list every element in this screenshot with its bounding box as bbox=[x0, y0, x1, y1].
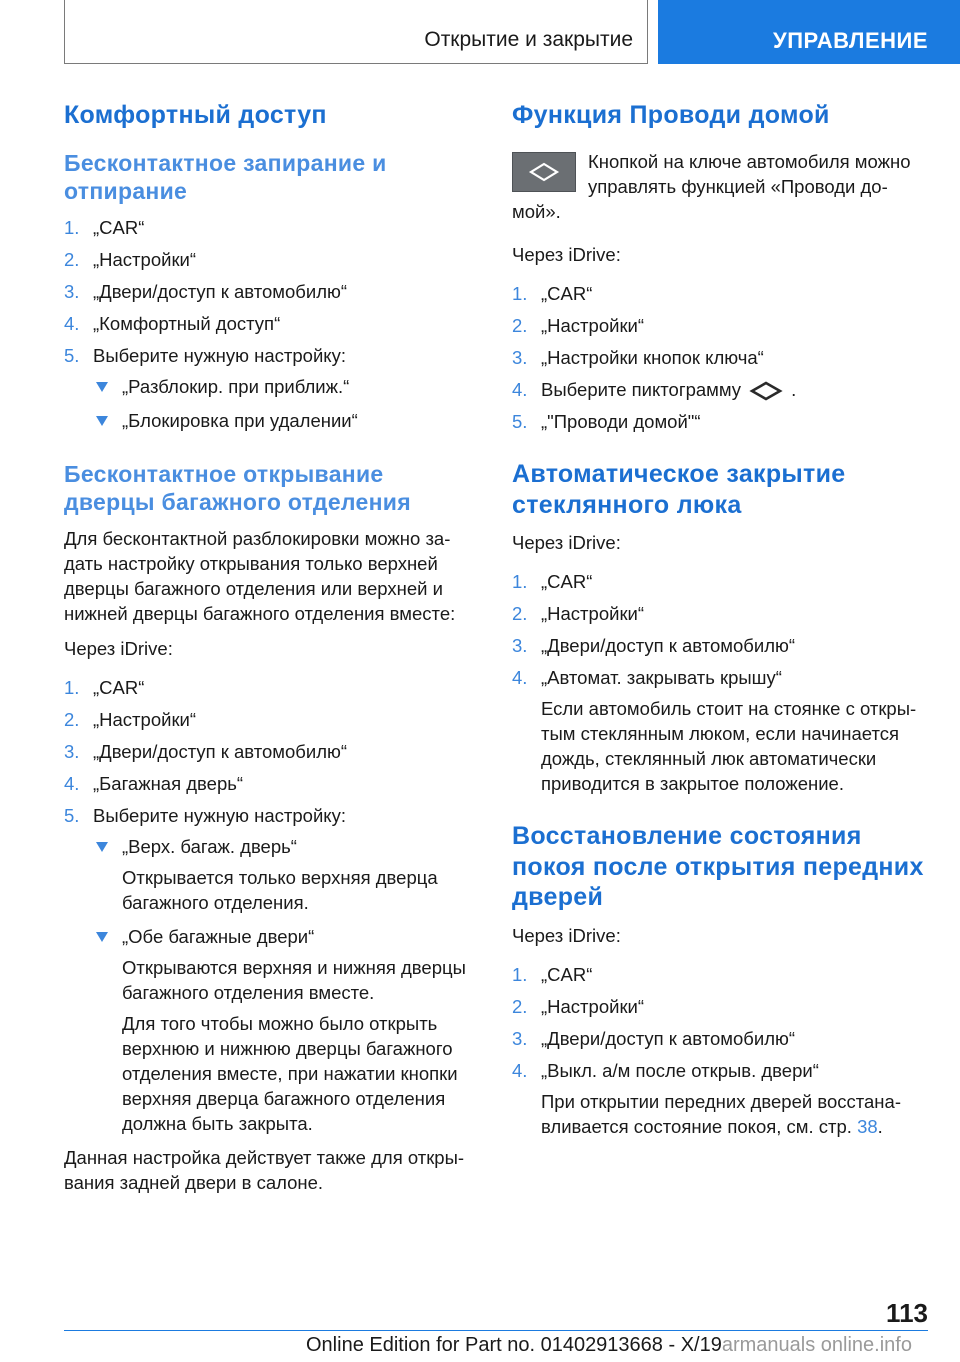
list-item: 1. „CAR“ bbox=[512, 283, 593, 305]
rest-state-heading: Восстановление состояния покоя после открытия передних дверей bbox=[512, 822, 924, 912]
follow-me-home-steps bbox=[512, 281, 932, 434]
header-chapter-label: УПРАВЛЕНИЕ bbox=[773, 28, 928, 53]
header-section-box bbox=[64, 0, 648, 64]
option-item: „Блокировка при удалении“ bbox=[93, 408, 480, 433]
list-item: 4. „Багажная дверь“ bbox=[64, 773, 244, 795]
left-column bbox=[64, 100, 480, 1205]
list-item: 3. „Двери/доступ к автомобилю“ bbox=[512, 635, 796, 657]
option-item: „Обе багажные двери“ Открываются верхняя и нижняя дверцы багажного отделения вместе. Для того чтобы можно было открыть верхнюю и нижнюю дверцы багажного отделения вместе, при нажатии кнопки верхняя дверца багажного отделения должна быть закрыта. bbox=[93, 924, 480, 1136]
step-description: Если автомобиль стоит на стоянке с откры-тым стеклянным люком, если начинается дождь, стеклянный люк автоматически приводится в закрытое положение. bbox=[541, 698, 917, 795]
follow-me-home-intro: Кнопкой на ключе автомобиля можно управлять функцией «Проводи до-мой». bbox=[512, 151, 911, 223]
footer-divider bbox=[64, 1330, 928, 1331]
sunroof-via: Через iDrive: bbox=[512, 532, 621, 554]
tailgate-via: Через iDrive: bbox=[64, 638, 173, 660]
list-item: 3. „Двери/доступ к автомобилю“ bbox=[64, 281, 348, 303]
page-number: 113 bbox=[886, 1298, 928, 1328]
option-item: „Верх. багаж. дверь“ Открывается только верхняя дверца багажного отделения. bbox=[93, 834, 480, 915]
list-item: 2. „Настройки“ bbox=[64, 709, 197, 731]
option-item: „Разблокир. при приближ.“ bbox=[93, 374, 480, 399]
keyless-lock-steps bbox=[64, 215, 480, 433]
footer-edition: Online Edition for Part no. 01402913668 - X/19armanuals online.info bbox=[306, 1334, 912, 1356]
header-chapter-tab bbox=[658, 0, 960, 64]
triangle-bullet-icon bbox=[96, 842, 108, 852]
list-item: 4. „Выкл. а/м после открыв. двери“ При открытии передних дверей восстана-вливается состояние покоя, см. стр. 38. bbox=[512, 1058, 932, 1139]
keyless-lock-heading: Бесконтактное запирание и отпирание bbox=[64, 150, 387, 205]
comfort-access-title: Комфортный доступ bbox=[64, 101, 327, 129]
rest-state-via: Через iDrive: bbox=[512, 924, 621, 946]
list-item: 3. „Настройки кнопок ключа“ bbox=[512, 347, 764, 369]
list-item: 2. „Настройки“ bbox=[512, 603, 645, 625]
list-item: 2. „Настройки“ bbox=[512, 315, 645, 337]
list-item: 3. „Двери/доступ к автомобилю“ bbox=[512, 1027, 796, 1049]
key-button-icon bbox=[512, 152, 576, 192]
list-item: 5. Выберите нужную настройку: „Верх. багаж. дверь“ Открывается только верхняя дверца багажного отделения. „Обе багажные двери“ Открываются верхняя и нижняя дверцы багажного отделения вместе. Для того чтобы можно было открыть верхнюю и нижнюю дверцы багажного отделения вместе, при нажатии кнопки верхняя дверца багажного отделения должна быть закрыта. bbox=[64, 803, 480, 1136]
list-item: 1. „CAR“ bbox=[64, 677, 145, 699]
tailgate-steps bbox=[64, 675, 480, 1136]
option-description: Для того чтобы можно было открыть верхнюю и нижнюю дверцы багажного отделения вместе, при нажатии кнопки верхняя дверца багажного отделения должна быть закрыта. bbox=[122, 1013, 458, 1135]
follow-me-home-title: Функция Проводи домой bbox=[512, 101, 830, 129]
option-description: Открывается только верхняя дверца багажного отделения. bbox=[122, 867, 438, 914]
pictogram-diamond-icon bbox=[749, 381, 783, 401]
right-column bbox=[512, 100, 932, 1146]
triangle-bullet-icon bbox=[96, 416, 108, 426]
list-item: 4. Выберите пиктограмму . bbox=[512, 379, 797, 401]
tailgate-note: Данная настройка действует также для откры-вания задней двери в салоне. bbox=[64, 1147, 465, 1194]
triangle-bullet-icon bbox=[96, 932, 108, 942]
sunroof-heading: Автоматическое закрытие стеклянного люка bbox=[512, 460, 846, 519]
sunroof-steps bbox=[512, 569, 932, 796]
keyless-lock-options bbox=[93, 374, 480, 433]
list-item: 5. Выберите нужную настройку: „Разблокир. при приближ.“ „Блокировка при удалении“ bbox=[64, 343, 480, 433]
triangle-bullet-icon bbox=[96, 382, 108, 392]
list-item: 2. „Настройки“ bbox=[64, 249, 197, 271]
list-item: 1. „CAR“ bbox=[512, 571, 593, 593]
step-description: При открытии передних дверей восстана-вливается состояние покоя, см. стр. 38. bbox=[541, 1090, 901, 1137]
page-reference-link[interactable]: 38 bbox=[857, 1115, 878, 1137]
list-item: 1. „CAR“ bbox=[512, 963, 593, 985]
list-item: 3. „Двери/доступ к автомобилю“ bbox=[64, 741, 348, 763]
rest-state-steps bbox=[512, 962, 932, 1139]
header-section-title: Открытие и закрытие bbox=[424, 28, 633, 51]
option-description: Открываются верхняя и нижняя дверцы багажного отделения вместе. bbox=[122, 957, 466, 1004]
list-item: 4. „Комфортный доступ“ bbox=[64, 313, 281, 335]
tailgate-heading: Бесконтактное открывание дверцы багажного отделения bbox=[64, 461, 411, 516]
follow-me-home-via: Через iDrive: bbox=[512, 244, 621, 266]
tailgate-intro: Для бесконтактной разблокировки можно за-дать настройку открывания только верхней дверцы багажного отделения или верхней и нижней дверцы багажного отделения вместе: bbox=[64, 528, 456, 625]
watermark: armanuals online.info bbox=[721, 1334, 912, 1356]
list-item: 1. „CAR“ bbox=[64, 217, 145, 239]
list-item: 2. „Настройки“ bbox=[512, 995, 645, 1017]
list-item: 5. „"Проводи домой"“ bbox=[512, 411, 701, 433]
list-item: 4. „Автомат. закрывать крышу“ Если автомобиль стоит на стоянке с откры-тым стеклянным люком, если начинается дождь, стеклянный люк автоматически приводится в закрытое положение. bbox=[512, 665, 932, 796]
tailgate-options bbox=[93, 834, 480, 1136]
